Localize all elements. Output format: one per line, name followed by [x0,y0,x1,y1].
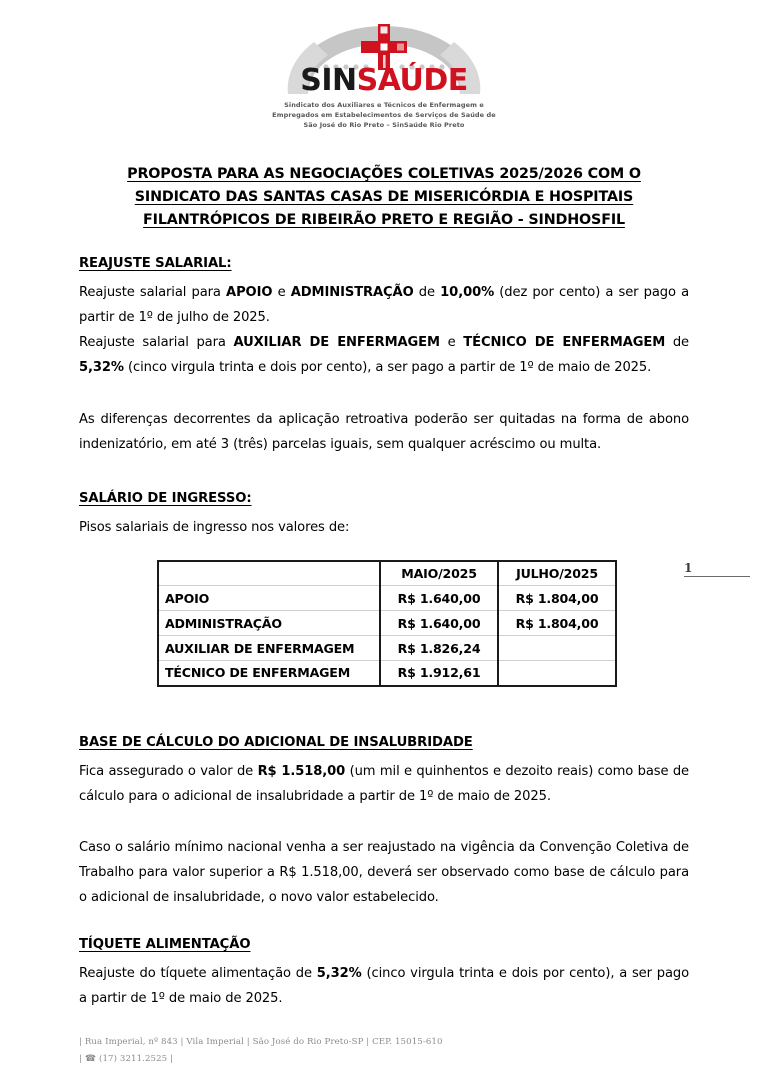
txt: (cinco virgula trinta e dois por cento), a ser pago a partir de 1º de maio de 2025. [79,965,689,1006]
bold-administracao: ADMINISTRAÇÃO [290,285,414,300]
logo-word-sin: SIN [300,63,357,98]
paragraph-diferencas-retroativas: As diferenças decorrentes da aplicação retroativa poderão ser quitadas na forma de abono indenizatório, em até 3 (três) parcelas iguais, sem qualquer acréscimo ou multa. [79,411,689,452]
logo-subtitle-line-2: Empregados em Estabelecimentos de Serviços de Saúde de [272,111,496,120]
document-title-line-1: PROPOSTA PARA AS NEGOCIAÇÕES COLETIVAS 2025/2026 COM O [127,166,641,182]
footer-phone-line [79,1051,443,1068]
table-cell-label: ADMINISTRAÇÃO [158,611,380,636]
page-number-rule [684,576,750,577]
txt: de [413,285,441,300]
txt: | [79,1054,82,1065]
logo-word-saude: SAÚDE [356,63,468,98]
logo-subtitle-line-3: São José do Rio Preto – SinSaúde Rio Preto [303,121,465,130]
txt: e [439,335,464,351]
paragraph-tiquete [79,961,689,1011]
section-heading-salario-ingresso: SALÁRIO DE INGRESSO: [79,490,252,506]
txt: Reajuste do tíquete alimentação de [79,965,317,981]
document-footer [79,1035,443,1068]
table-cell-julho [498,661,616,686]
logo-subtitle [272,100,496,130]
organization-logo [0,22,768,130]
table-header-julho: JULHO/2025 [498,561,616,586]
txt: (cinco virgula trinta e dois por cento), a ser pago a partir de 1º de maio de 2025. [123,360,652,376]
table-cell-julho: R$ 1.804,00 [498,611,616,636]
paragraph-pisos-salariais: Pisos salariais de ingresso nos valores de: [79,519,350,535]
table-row [158,586,616,611]
bold-tiquete-percent: 5,32% [316,965,362,981]
document-title-line-2: SINDICATO DAS SANTAS CASAS DE MISERICÓRDIA E HOSPITAIS [134,189,634,206]
document-title [64,163,704,232]
table-cell-julho [498,636,616,661]
bold-tecnico-enfermagem: TÉCNICO DE ENFERMAGEM [463,335,666,351]
txt: Reajuste salarial para [79,285,227,300]
table-header-maio: MAIO/2025 [380,561,498,586]
table-row [158,636,616,661]
paragraph-reajuste-enfermagem [79,330,689,380]
logo-wordmark [284,63,484,98]
bold-apoio: APOIO [226,285,273,300]
paragraph-salario-minimo: Caso o salário mínimo nacional venha a ser reajustado na vigência da Convenção Coletiva de Trabalho para valor superior a R$ 1.518,00, deverá ser observado como base de cálculo para o adicional de insalubridade, o novo valor estabelecido. [79,840,689,906]
footer-phone-number: (17) 3211.2525 | [99,1054,174,1065]
table-header-blank [158,561,380,586]
table-cell-label: APOIO [158,586,380,611]
bold-percent-532: 5,32% [79,360,124,376]
txt: e [272,285,291,300]
page-number-value: 1 [684,561,693,575]
table-cell-julho: R$ 1.804,00 [498,586,616,611]
txt: Fica assegurado o valor de [79,763,258,779]
bold-auxiliar-enfermagem: AUXILIAR DE ENFERMAGEM [233,335,440,351]
salary-table [157,560,617,687]
paragraph-insalubridade-valor [79,759,689,809]
table-cell-maio: R$ 1.826,24 [380,636,498,661]
table-header-row [158,561,616,586]
txt: Reajuste salarial para [79,335,234,351]
table-row [158,661,616,686]
page-number-marker [682,561,754,577]
table-row [158,611,616,636]
table-cell-maio: R$ 1.640,00 [380,611,498,636]
txt: (um mil e quinhentos e dezoito reais) como base de cálculo para o adicional de insalubridade a partir de 1º de maio de 2025. [79,763,690,804]
table-cell-label: AUXILIAR DE ENFERMAGEM [158,636,380,661]
table-cell-maio: R$ 1.912,61 [380,661,498,686]
paragraph-reajuste-apoio [79,280,689,330]
bold-valor-1518: R$ 1.518,00 [257,763,346,779]
bold-percent-10: 10,00% [440,285,495,300]
document-title-line-3: FILANTRÓPICOS DE RIBEIRÃO PRETO E REGIÃO - SINDHOSFIL [143,212,625,229]
section-heading-reajuste-salarial: REAJUSTE SALARIAL: [79,256,232,271]
table-cell-label: TÉCNICO DE ENFERMAGEM [158,661,380,686]
telephone-icon: ☎ [84,1054,97,1065]
logo-subtitle-line-1: Sindicato dos Auxiliares e Técnicos de Enfermagem e [284,101,484,109]
section-heading-tiquete-alimentacao: TÍQUETE ALIMENTAÇÃO [79,936,251,952]
salary-table-wrapper [79,560,689,687]
logo-mark [284,22,484,98]
footer-address-line: | Rua Imperial, nº 843 | Vila Imperial | São José do Rio Preto-SP | CEP. 15015-610 [79,1037,443,1048]
document-body [79,256,689,1011]
txt: (dez por cento) a ser pago a partir de 1º de julho de 2025. [79,285,690,326]
txt: de [665,335,689,351]
section-heading-insalubridade: BASE DE CÁLCULO DO ADICIONAL DE INSALUBRIDADE [79,734,473,750]
table-cell-maio: R$ 1.640,00 [380,586,498,611]
